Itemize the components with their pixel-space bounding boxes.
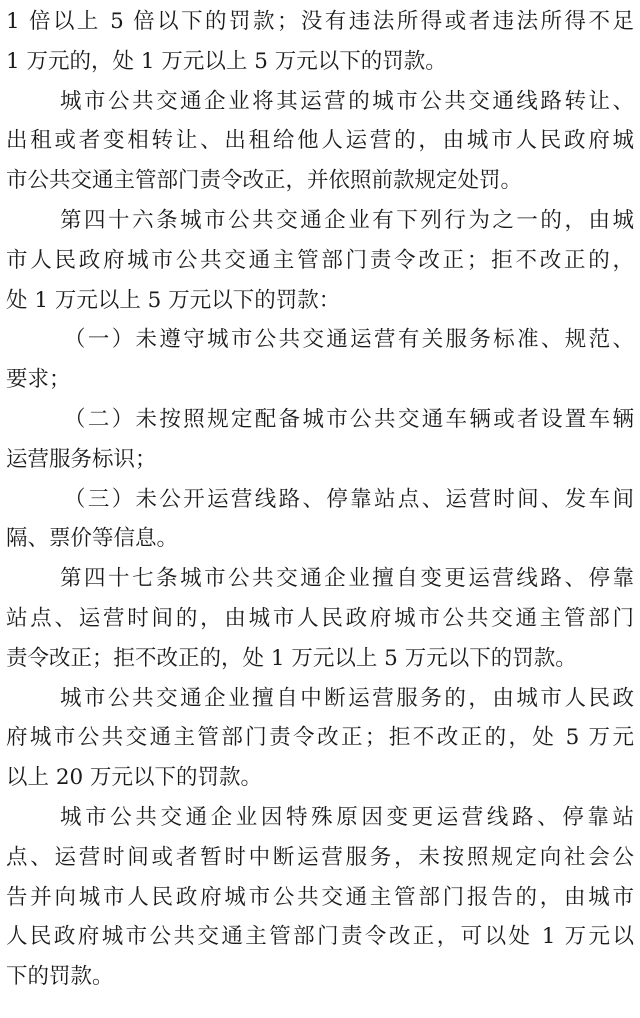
paragraph-first-line: 城市公共交通企业将其运营的城市公共交通线路转让、 — [60, 88, 634, 114]
text-line: 出租或者变相转让、出租给他人运营的，由城市人民政府城 — [6, 128, 634, 154]
list-item-1: （一）未遵守城市公共交通运营有关服务标准、规范、 — [64, 327, 634, 353]
article-46-first-line: 第四十六条城市公共交通企业有下列行为之一的，由城 — [60, 207, 634, 233]
paragraph-first-line: 城市公共交通企业擅自中断运营服务的，由城市人民政 — [60, 685, 634, 711]
text-line: 人民政府城市公共交通主管部门责令改正，可以处 1 万元以 — [6, 924, 634, 950]
list-item-3: （三）未公开运营线路、停靠站点、运营时间、发车间 — [64, 486, 634, 512]
text-line: 府城市公共交通主管部门责令改正；拒不改正的，处 5 万元 — [6, 725, 634, 751]
text-line: 1 万元的，处 1 万元以上 5 万元以下的罚款。 — [6, 48, 447, 74]
text-line: 运营服务标识； — [6, 446, 157, 472]
text-line: 要求； — [6, 367, 71, 393]
text-line: 隔、票价等信息。 — [6, 526, 179, 552]
paragraph-first-line: 城市公共交通企业因特殊原因变更运营线路、停靠站 — [60, 804, 634, 830]
text-line: 市人民政府城市公共交通主管部门责令改正；拒不改正的， — [6, 247, 634, 273]
text-line: 市公共交通主管部门责令改正，并依照前款规定处罚。 — [6, 168, 523, 194]
article-47-first-line: 第四十七条城市公共交通企业擅自变更运营线路、停靠 — [60, 566, 634, 592]
text-line: 1 倍以上 5 倍以下的罚款；没有违法所得或者违法所得不足 — [6, 9, 634, 34]
text-line: 处 1 万元以上 5 万元以下的罚款： — [6, 287, 341, 313]
text-line: 责令改正；拒不改正的，处 1 万元以上 5 万元以下的罚款。 — [6, 645, 577, 671]
text-line: 下的罚款。 — [6, 964, 114, 990]
text-line: 告并向城市人民政府城市公共交通主管部门报告的，由城市 — [6, 884, 634, 910]
text-line: 站点、运营时间的，由城市人民政府城市公共交通主管部门 — [6, 605, 634, 631]
text-line: 点、运营时间或者暂时中断运营服务，未按照规定向社会公 — [6, 844, 634, 870]
list-item-2: （二）未按照规定配备城市公共交通车辆或者设置车辆 — [64, 406, 634, 432]
text-line: 以上 20 万元以下的罚款。 — [6, 765, 263, 791]
